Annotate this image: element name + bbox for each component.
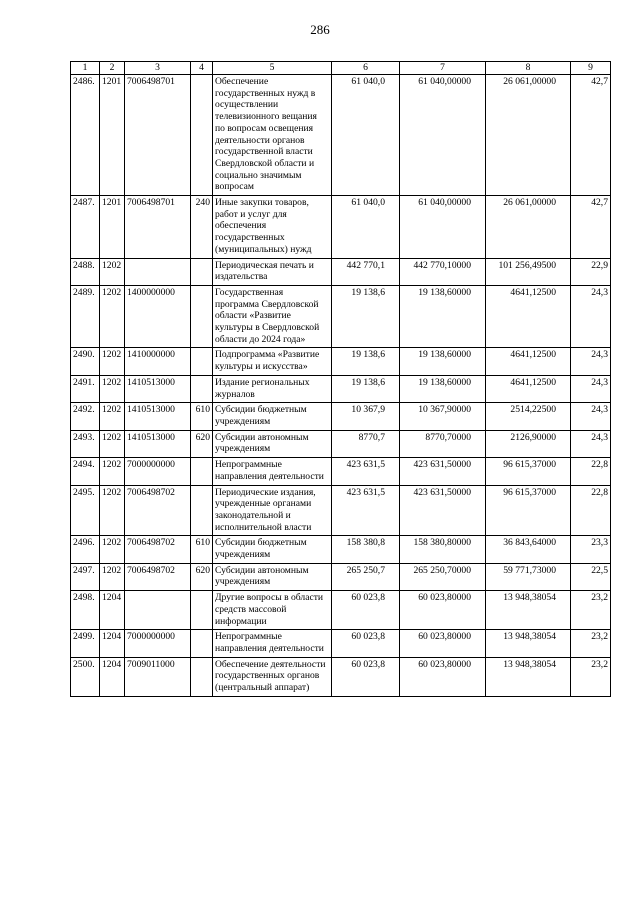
approved-amount-cell: 423 631,5 — [332, 458, 400, 485]
row-number-cell: 2499. — [71, 630, 100, 657]
expense-type-cell — [191, 458, 213, 485]
target-article-cell: 1410513000 — [125, 375, 191, 402]
section-code-cell: 1202 — [100, 536, 125, 563]
approved-amount-cell: 19 138,6 — [332, 375, 400, 402]
budget-table — [70, 61, 611, 697]
table-row — [71, 458, 611, 485]
execution-percent-cell: 24,3 — [571, 375, 611, 402]
table-row — [71, 485, 611, 536]
column-header: 2 — [100, 62, 125, 75]
item-name-cell: Субсидии автономным учреждениям — [213, 563, 332, 590]
execution-percent-cell: 23,2 — [571, 630, 611, 657]
target-article-cell: 1400000000 — [125, 285, 191, 348]
expense-type-cell: 620 — [191, 430, 213, 457]
expense-type-cell — [191, 485, 213, 536]
table-row — [71, 75, 611, 196]
table-row — [71, 403, 611, 430]
target-article-cell: 1410513000 — [125, 430, 191, 457]
approved-amount-cell: 265 250,7 — [332, 563, 400, 590]
approved-amount-cell: 61 040,0 — [332, 196, 400, 259]
refined-amount-cell: 61 040,00000 — [400, 75, 486, 196]
row-number-cell: 2490. — [71, 348, 100, 375]
executed-amount-cell: 13 948,38054 — [486, 591, 571, 630]
refined-amount-cell: 442 770,10000 — [400, 258, 486, 285]
expense-type-cell — [191, 630, 213, 657]
table-row — [71, 630, 611, 657]
table-row — [71, 430, 611, 457]
target-article-cell — [125, 591, 191, 630]
column-header: 1 — [71, 62, 100, 75]
refined-amount-cell: 60 023,80000 — [400, 591, 486, 630]
item-name-cell: Другие вопросы в области средств массовой информации — [213, 591, 332, 630]
target-article-cell: 7009011000 — [125, 657, 191, 696]
execution-percent-cell: 23,2 — [571, 591, 611, 630]
section-code-cell: 1204 — [100, 657, 125, 696]
expense-type-cell — [191, 258, 213, 285]
refined-amount-cell: 423 631,50000 — [400, 485, 486, 536]
execution-percent-cell: 42,7 — [571, 75, 611, 196]
item-name-cell: Государственная программа Свердловской области «Развитие культуры в Свердловской области до 2024 года» — [213, 285, 332, 348]
execution-percent-cell: 22,9 — [571, 258, 611, 285]
expense-type-cell — [191, 285, 213, 348]
executed-amount-cell: 2514,22500 — [486, 403, 571, 430]
execution-percent-cell: 42,7 — [571, 196, 611, 259]
target-article-cell: 7006498701 — [125, 196, 191, 259]
refined-amount-cell: 265 250,70000 — [400, 563, 486, 590]
executed-amount-cell: 4641,12500 — [486, 285, 571, 348]
item-name-cell: Периодическая печать и издательства — [213, 258, 332, 285]
section-code-cell: 1202 — [100, 285, 125, 348]
item-name-cell: Субсидии автономным учреждениям — [213, 430, 332, 457]
row-number-cell: 2492. — [71, 403, 100, 430]
section-code-cell: 1202 — [100, 258, 125, 285]
item-name-cell: Непрограммные направления деятельности — [213, 630, 332, 657]
page-number: 286 — [310, 22, 330, 37]
column-header: 4 — [191, 62, 213, 75]
target-article-cell: 7006498702 — [125, 485, 191, 536]
target-article-cell: 1410513000 — [125, 403, 191, 430]
row-number-cell: 2494. — [71, 458, 100, 485]
refined-amount-cell: 10 367,90000 — [400, 403, 486, 430]
expense-type-cell — [191, 591, 213, 630]
approved-amount-cell: 10 367,9 — [332, 403, 400, 430]
section-code-cell: 1202 — [100, 458, 125, 485]
executed-amount-cell: 96 615,37000 — [486, 458, 571, 485]
section-code-cell: 1202 — [100, 403, 125, 430]
section-code-cell: 1202 — [100, 375, 125, 402]
execution-percent-cell: 23,2 — [571, 657, 611, 696]
item-name-cell: Обеспечение деятельности государственных органов (центральный аппарат) — [213, 657, 332, 696]
execution-percent-cell: 24,3 — [571, 348, 611, 375]
execution-percent-cell: 24,3 — [571, 430, 611, 457]
approved-amount-cell: 60 023,8 — [332, 591, 400, 630]
column-header: 7 — [400, 62, 486, 75]
refined-amount-cell: 8770,70000 — [400, 430, 486, 457]
column-header: 3 — [125, 62, 191, 75]
expense-type-cell: 610 — [191, 536, 213, 563]
row-number-cell: 2495. — [71, 485, 100, 536]
executed-amount-cell: 26 061,00000 — [486, 75, 571, 196]
approved-amount-cell: 60 023,8 — [332, 630, 400, 657]
refined-amount-cell: 61 040,00000 — [400, 196, 486, 259]
target-article-cell: 1410000000 — [125, 348, 191, 375]
row-number-cell: 2496. — [71, 536, 100, 563]
row-number-cell: 2487. — [71, 196, 100, 259]
expense-type-cell — [191, 375, 213, 402]
approved-amount-cell: 19 138,6 — [332, 285, 400, 348]
executed-amount-cell: 2126,90000 — [486, 430, 571, 457]
column-header: 5 — [213, 62, 332, 75]
section-code-cell: 1204 — [100, 630, 125, 657]
item-name-cell: Периодические издания, учрежденные органами законодательной и исполнительной власти — [213, 485, 332, 536]
table-row — [71, 375, 611, 402]
approved-amount-cell: 61 040,0 — [332, 75, 400, 196]
executed-amount-cell: 13 948,38054 — [486, 657, 571, 696]
refined-amount-cell: 158 380,80000 — [400, 536, 486, 563]
item-name-cell: Обеспечение государственных нужд в осуществлении телевизионного вещания по вопросам освещения деятельности органов государственной власти Свердловской области и социально значимым вопросам — [213, 75, 332, 196]
refined-amount-cell: 19 138,60000 — [400, 348, 486, 375]
table-row — [71, 348, 611, 375]
row-number-cell: 2486. — [71, 75, 100, 196]
refined-amount-cell: 19 138,60000 — [400, 285, 486, 348]
item-name-cell: Подпрограмма «Развитие культуры и искусства» — [213, 348, 332, 375]
row-number-cell: 2489. — [71, 285, 100, 348]
section-code-cell: 1201 — [100, 75, 125, 196]
refined-amount-cell: 423 631,50000 — [400, 458, 486, 485]
column-header: 8 — [486, 62, 571, 75]
item-name-cell: Субсидии бюджетным учреждениям — [213, 403, 332, 430]
section-code-cell: 1201 — [100, 196, 125, 259]
expense-type-cell — [191, 75, 213, 196]
column-header: 6 — [332, 62, 400, 75]
executed-amount-cell: 4641,12500 — [486, 375, 571, 402]
table-row — [71, 657, 611, 696]
executed-amount-cell: 96 615,37000 — [486, 485, 571, 536]
column-header: 9 — [571, 62, 611, 75]
section-code-cell: 1202 — [100, 430, 125, 457]
executed-amount-cell: 4641,12500 — [486, 348, 571, 375]
row-number-cell: 2497. — [71, 563, 100, 590]
table-row — [71, 563, 611, 590]
section-code-cell: 1204 — [100, 591, 125, 630]
table-row — [71, 285, 611, 348]
expense-type-cell — [191, 348, 213, 375]
expense-type-cell: 610 — [191, 403, 213, 430]
refined-amount-cell: 60 023,80000 — [400, 630, 486, 657]
expense-type-cell — [191, 657, 213, 696]
execution-percent-cell: 23,3 — [571, 536, 611, 563]
refined-amount-cell: 19 138,60000 — [400, 375, 486, 402]
approved-amount-cell: 8770,7 — [332, 430, 400, 457]
target-article-cell: 7000000000 — [125, 630, 191, 657]
execution-percent-cell: 22,5 — [571, 563, 611, 590]
item-name-cell: Издание региональных журналов — [213, 375, 332, 402]
approved-amount-cell: 19 138,6 — [332, 348, 400, 375]
executed-amount-cell: 26 061,00000 — [486, 196, 571, 259]
table-row — [71, 196, 611, 259]
row-number-cell: 2493. — [71, 430, 100, 457]
target-article-cell: 7000000000 — [125, 458, 191, 485]
section-code-cell: 1202 — [100, 485, 125, 536]
approved-amount-cell: 158 380,8 — [332, 536, 400, 563]
approved-amount-cell: 423 631,5 — [332, 485, 400, 536]
section-code-cell: 1202 — [100, 563, 125, 590]
execution-percent-cell: 24,3 — [571, 403, 611, 430]
target-article-cell — [125, 258, 191, 285]
executed-amount-cell: 13 948,38054 — [486, 630, 571, 657]
target-article-cell: 7006498701 — [125, 75, 191, 196]
table-row — [71, 536, 611, 563]
row-number-cell: 2491. — [71, 375, 100, 402]
row-number-cell: 2500. — [71, 657, 100, 696]
expense-type-cell: 240 — [191, 196, 213, 259]
item-name-cell: Непрограммные направления деятельности — [213, 458, 332, 485]
target-article-cell: 7006498702 — [125, 536, 191, 563]
row-number-cell: 2498. — [71, 591, 100, 630]
approved-amount-cell: 442 770,1 — [332, 258, 400, 285]
approved-amount-cell: 60 023,8 — [332, 657, 400, 696]
executed-amount-cell: 59 771,73000 — [486, 563, 571, 590]
execution-percent-cell: 22,8 — [571, 485, 611, 536]
executed-amount-cell: 101 256,49500 — [486, 258, 571, 285]
row-number-cell: 2488. — [71, 258, 100, 285]
executed-amount-cell: 36 843,64000 — [486, 536, 571, 563]
item-name-cell: Субсидии бюджетным учреждениям — [213, 536, 332, 563]
execution-percent-cell: 22,8 — [571, 458, 611, 485]
table-row — [71, 258, 611, 285]
table-row — [71, 591, 611, 630]
target-article-cell: 7006498702 — [125, 563, 191, 590]
table-header-row — [71, 62, 611, 75]
section-code-cell: 1202 — [100, 348, 125, 375]
item-name-cell: Иные закупки товаров, работ и услуг для обеспечения государственных (муниципальных) нужд — [213, 196, 332, 259]
refined-amount-cell: 60 023,80000 — [400, 657, 486, 696]
expense-type-cell: 620 — [191, 563, 213, 590]
execution-percent-cell: 24,3 — [571, 285, 611, 348]
